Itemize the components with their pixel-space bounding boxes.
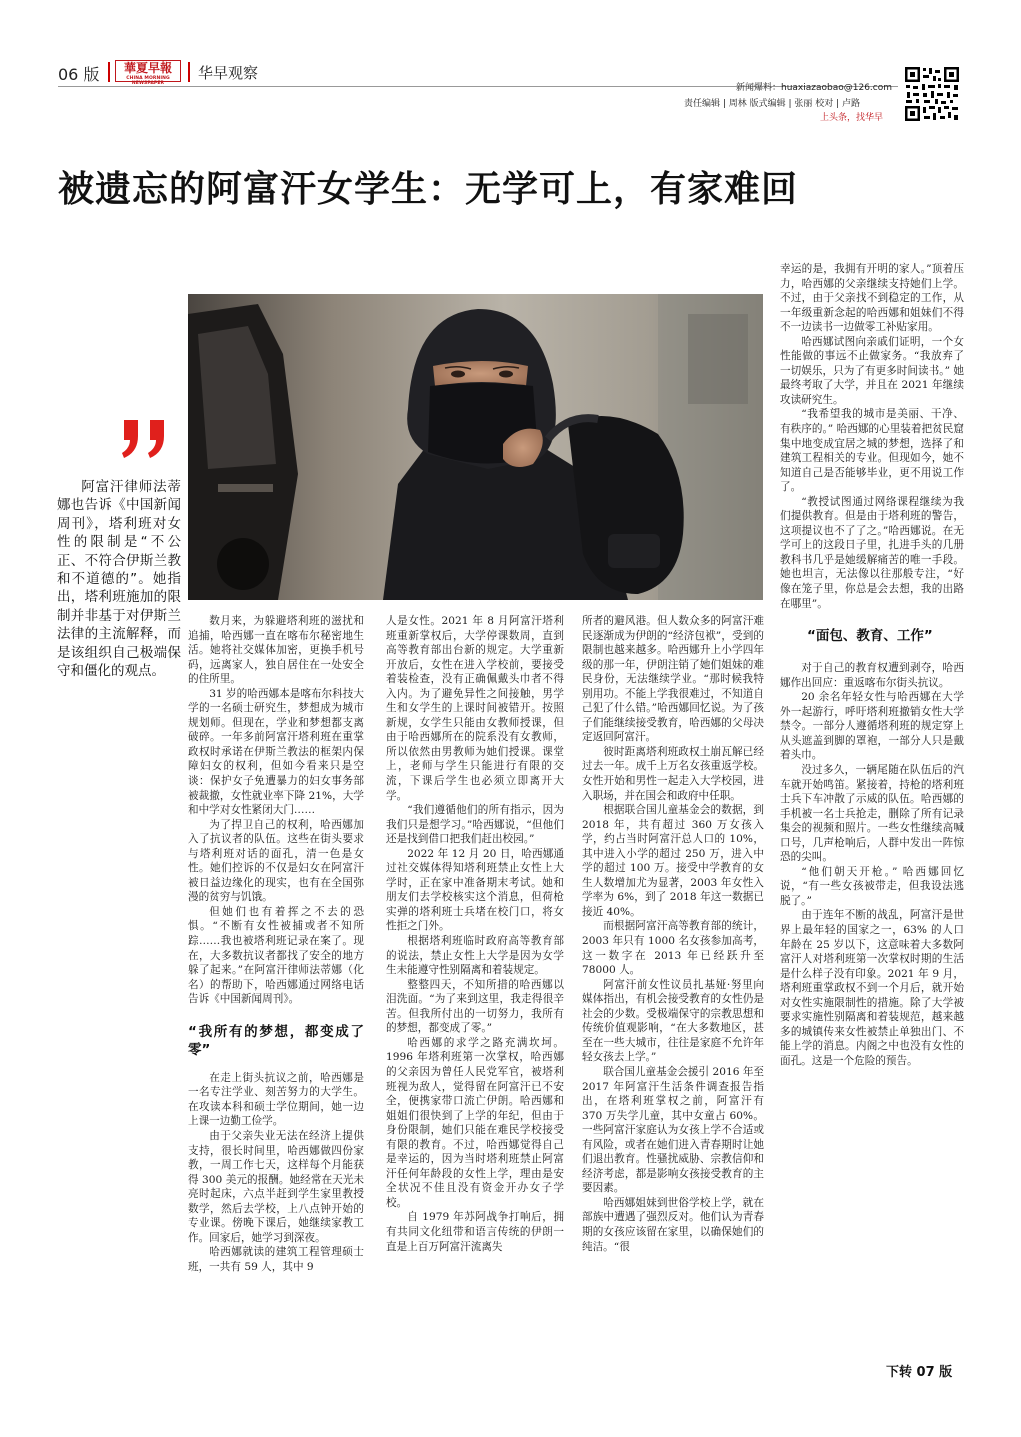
paragraph: 由于连年不断的战乱，阿富汗是世界上最年轻的国家之一，63% 的人口年龄在 25 岁以下，这意味着大多数阿富汗人对塔利班第一次掌权时期的生活是什么样子没有印象。2021 年 9 月，塔利班重掌政权不到一个月后，就开始对女性实施限制性的措施。除了大学被要求实施性别隔离和着装规范，越来越多的城镇传来女性被禁止单独出门、不能上学的消息。内阁之中也没有女性的面孔。这是一个危险的预告。 [780,909,964,1067]
paragraph: 由于父亲失业无法在经济上提供支持，很长时间里，哈西娜做四份家教，一周工作七天，这样每个月能获得 300 美元的报酬。她经常在天光未亮时起床，六点半赶到学生家里教授数学，然后去学校，上八点钟开始的专业课。傍晚下课后，她继续家教工作。回家后，她学习到深夜。 [188,1129,364,1244]
slogan: 上头条，找华早 [820,113,884,123]
paragraph: 根据塔利班临时政府高等教育部的说法，禁止女性上大学是因为女学生未能遵守性别隔离和着装规定。 [386,935,564,977]
paragraph: 数月来，为躲避塔利班的滋扰和追捕，哈西娜一直在喀布尔秘密地生活。她将社交媒体加密，更换手机号码，远离家人，独自居住在一处安全的住所里。 [188,615,364,686]
subheading: “我所有的梦想，都变成了零” [188,1023,364,1058]
logo-english: CHINA MORNING NEWSPAPER [126,76,170,86]
paragraph: 联合国儿童基金会援引 2016 年至 2017 年阿富汗生活条件调查报告指出，在塔利班掌权之前，阿富汗有 370 万失学儿童，其中女童占 60%。一些阿富汗家庭认为女孩上学不合适或有风险，或者在她们进入青春期时让她们退出教育。性骚扰威胁、宗教信仰和经济考虑，都是影响女孩接受教育的主要因素。 [582,1065,765,1195]
paragraph: “我希望我的城市是美丽、干净、有秩序的。” 哈西娜的心里装着把贫民窟集中地变成宜居之城的梦想，选择了和建筑工程相关的专业。但现如今，她不知道自己是否能够毕业，更不用说工作了。 [780,408,964,494]
paragraph: “他们朝天开枪。” 哈西娜回忆说，“有一些女孩被带走，但我设法逃脱了。” [780,865,964,907]
newspaper-logo [115,60,181,86]
paragraph: 幸运的是，我拥有开明的家人。”顶着压力，哈西娜的父亲继续支持她们上学。不过，由于父亲找不到稳定的工作，从一年级重新念起的哈西娜和姐妹们不得不一边读书一边做零工补贴家用。 [780,263,964,334]
editor-credits: 责任编辑 | 周林 版式编辑 | 张丽 校对 | 卢路 [684,99,860,109]
section-name: 华早观察 [198,64,259,82]
paragraph: 2022 年 12 月 20 日，哈西娜通过社交媒体得知塔利班禁止女性上大学时，正在家中准备期末考试。她和朋友们去学校核实这个消息，但荷枪实弹的塔利班士兵堵在校门口，将女性拒之门外。 [386,847,564,933]
pull-quote: 阿富汗律师法蒂娜也告诉《中国新闻周刊》，塔利班对女性的限制是“不公正、不符合伊斯兰教和不道德的”。她指出，塔利班施加的限制并非基于对伊斯兰法律的主流解释，而是该组织自己极端保守和僵化的观点。 [57,479,181,680]
logo-chinese: 華夏早報 [123,61,172,75]
paragraph: “教授试图通过网络课程继续为我们提供教育。但是由于塔利班的警告，这项提议也不了了之。”哈西娜说。在无学可上的这段日子里，扎进手头的几册教科书几乎是她缓解痛苦的唯一手段。她也坦言，无法像以往那般专注，“好像在笼子里，你总是会去想，我的出路在哪里”。 [780,495,964,610]
paragraph: 阿富汗前女性议员扎基娅·努里向媒体指出，有机会接受教育的女性仍是社会的少数。受极端保守的宗教思想和传统价值观影响，“在大多数地区，甚至在一些大城市，往往是家庭不允许年轻女孩去上学。” [582,978,764,1064]
news-tip-email: 新闻爆料：huaxiazaobao@126.com [736,83,893,93]
paragraph: 对于自己的教育权遭到剥夺，哈西娜作出回应：重返喀布尔街头抗议。 [780,662,964,689]
qr-code-icon [904,66,960,122]
paragraph: 但她们也有着挥之不去的恐惧。“不断有女性被捕或者不知所踪……我也被塔利班记录在案了。现在，大多数抗议者都找了安全的地方躲了起来。”在阿富汗律师法蒂娜（化名）的帮助下，哈西娜通过网络电话告诉《中国新闻周刊》。 [188,905,364,1006]
paragraph: 20 余名年轻女性与哈西娜在大学外一起游行，呼吁塔利班撤销女性大学禁令。一部分人遵循塔利班的规定穿上从头遮盖到脚的罩袍，一部分人只是戴着头巾。 [780,691,964,762]
paragraph: 人是女性。2021 年 8 月阿富汗塔利班重新掌权后，大学停课数周，直到高等教育部出台新的规定。大学重新开放后，女性在进入学校前，要接受着装检查，没有正确佩戴头巾者不得入内。为了避免异性之间接触，男学生和女学生的上课时间被错开。按照新规，女学生只能由女教师授课，但由于哈西娜所在的院系没有女教师，所以依然由男教师为她们授课。课堂上，老师与学生只能进行有限的交流，下课后学生也必须立即离开大学。 [386,615,564,802]
paragraph: 哈西娜姐妹到世俗学校上学，就在部族中遭遇了强烈反对。他们认为青春期的女孩应该留在家里，以确保她们的纯洁。“很 [582,1196,764,1253]
headline: 被遗忘的阿富汗女学生：无学可上，有家难回 [58,169,799,210]
paragraph: 为了捍卫自己的权利，哈西娜加入了抗议者的队伍。这些在街头要求与塔利班对话的面孔，清一色是女性。她们控诉的不仅是妇女在阿富汗被日益边缘化的现实，也有在全国弥漫的贫穷与饥饿。 [188,818,364,904]
article-column-3 [582,614,764,1254]
paragraph: 彼时距离塔利班政权土崩瓦解已经过去一年。成千上万名女孩重返学校。女性开始和男性一起走入大学校园，进入职场，并在国会和政府中任职。 [582,745,764,802]
header-divider [108,62,110,82]
article-column-1 [188,614,364,1274]
paragraph: 哈西娜就读的建筑工程管理硕士班，一共有 59 人，其中 9 [188,1246,364,1273]
article-column-4 [780,262,964,1068]
paragraph: “我们遵循他们的所有指示，因为我们只是想学习。”哈西娜说，“但他们还是找到借口把我们赶出校园。” [386,804,564,846]
paragraph: 所者的避风港。但人数众多的阿富汗难民逐渐成为伊朗的“经济包袱”，受到的限制也越来越多。哈西娜升上小学四年级的那一年，伊朗注销了她们姐妹的难民身份，无法继续学业。“那时候我特别用功。不能上学我很难过，不知道自己犯了什么错。”哈西娜回忆说。为了孩子们能继续接受教育，哈西娜的父母决定返回阿富汗。 [582,615,764,744]
paragraph: 而根据阿富汗高等教育部的统计，2003 年只有 1000 名女孩参加高考，这一数字在 2013 年已经跃升至 78000 人。 [582,920,764,977]
article-column-2 [386,614,564,1254]
header-divider [188,62,190,82]
page-number: 06 版 [58,65,100,84]
continued-on-page: 下转 07 版 [886,1365,953,1380]
paragraph: 没过多久，一辆尾随在队伍后的汽车就开始鸣笛。紧接着，持枪的塔利班士兵下车冲散了示威的队伍。哈西娜的手机被一名士兵抢走，删除了所有记录集会的视频和照片。一些女性继续高喊口号，几声枪响后，人群中发出一阵惊恐的尖叫。 [780,763,964,864]
paragraph: 在走上街头抗议之前，哈西娜是一名专注学业、刻苦努力的大学生。在攻读本科和硕士学位期间，她一边上课一边勤工俭学。 [188,1071,364,1128]
paragraph: 哈西娜的求学之路充满坎坷。1996 年塔利班第一次掌权，哈西娜的父亲因为曾任人民党军官，被塔利班视为敌人，觉得留在阿富汗已不安全，便携家带口流亡伊朗。哈西娜和姐姐们很快到了上学的年纪，但由于身份限制，她们只能在难民学校接受有限的教育。不过，哈西娜觉得自己是幸运的，因为当时塔利班禁止阿富汗任何年龄段的女性上学，理由是安全状况不佳且没有资金开办女子学校。 [386,1036,564,1209]
quote-mark-icon [118,420,172,460]
subheading: “面包、教育、工作” [807,628,933,645]
paragraph: 自 1979 年苏阿战争打响后，拥有共同文化纽带和语言传统的伊朗一直是上百万阿富汗流离失 [386,1211,564,1253]
paragraph: 31 岁的哈西娜本是喀布尔科技大学的一名硕士研究生，梦想成为城市规划师。但现在，学业和梦想都支离破碎。一年多前阿富汗塔利班在重掌政权时承诺在伊斯兰教法的框架内保障妇女的权利，但如今看来只是空谈：保护女子免遭暴力的妇女事务部被裁撤，女性就业率下降 21%，大学和中学对女性紧闭大门…… [188,687,364,817]
paragraph: 整整四天，不知所措的哈西娜以泪洗面。“为了来到这里，我走得很辛苦。但我所付出的一切努力，我所有的梦想，都变成了零。” [386,978,564,1035]
paragraph: 哈西娜试图向亲戚们证明，一个女性能做的事远不止做家务。“我放弃了一切娱乐，只为了有更多时间读书。” 她最终考取了大学，并且在 2021 年继续攻读研究生。 [780,335,964,406]
news-photo [188,294,763,600]
paragraph: 根据联合国儿童基金会的数据，到 2018 年，共有超过 360 万女孩入学，约占当时阿富汗总人口的 10%，其中进入小学的超过 250 万，进入中学的超过 100 万。接受中学教育的女生人数增加尤为显著，2003 年女性入学率为 6%，到了 2018 年这一数据已接近 40%。 [582,804,764,918]
